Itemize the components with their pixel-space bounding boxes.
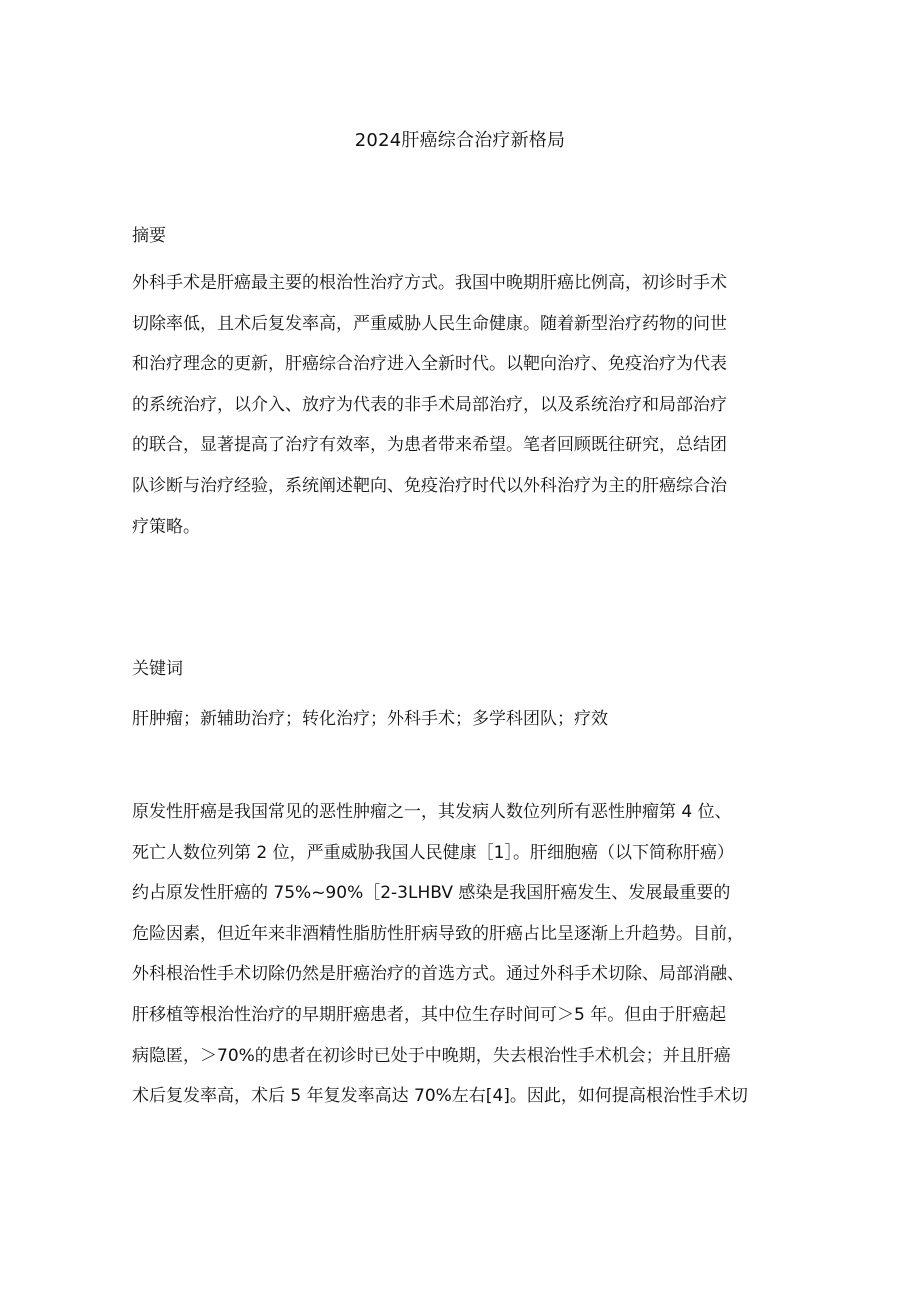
abstract-line: 疗策略。 [132,516,200,537]
keywords-text: 肝肿瘤；新辅助治疗；转化治疗；外科手术；多学科团队；疗效 [132,709,608,729]
abstract-line: 队诊断与治疗经验，系统阐述靶向、免疫治疗时代以外科治疗为主的肝癌综合治 [132,475,727,496]
body-line: 术后复发率高，术后 5 年复发率高达 70%左右[4]。因此，如何提高根治性手术切 [132,1086,748,1107]
abstract-line: 外科手术是肝癌最主要的根治性治疗方式。我国中晚期肝癌比例高，初诊时手术 [132,273,727,293]
abstract-paragraph [132,263,796,547]
body-line: 死亡人数位列第 2 位，严重威胁我国人民健康［1］。肝细胞癌（以下简称肝癌） [132,842,734,863]
abstract-line: 和治疗理念的更新，肝癌综合治疗进入全新时代。以靶向治疗、免疫治疗为代表 [132,354,727,375]
abstract-line: 的联合，显著提高了治疗有效率，为患者带来希望。笔者回顾既往研究，总结团 [132,435,727,456]
body-paragraph [132,792,796,1117]
body-line: 肝移植等根治性治疗的早期肝癌患者，其中位生存时间可＞5 年。但由于肝癌起 [132,1004,727,1025]
body-line: 原发性肝癌是我国常见的恶性肿瘤之一，其发病人数位列所有恶性肿瘤第 4 位、 [132,802,732,822]
body-line: 危险因素，但近年来非酒精性脂肪性肝病导致的肝癌占比呈逐渐上升趋势。目前， [132,923,744,944]
abstract-line: 切除率低，且术后复发率高，严重威胁人民生命健康。随着新型治疗药物的问世 [132,313,727,334]
body-line: 外科根治性手术切除仍然是肝癌治疗的首选方式。通过外科手术切除、局部消融、 [132,964,744,985]
document-title: 2024肝癌综合治疗新格局 [354,130,566,151]
body-line: 病隐匿，＞70%的患者在初诊时已处于中晚期，失去根治性手术机会；并且肝癌 [132,1045,731,1066]
abstract-heading: 摘要 [132,226,166,246]
keywords-heading: 关键词 [132,659,183,679]
body-line: 约占原发性肝癌的 75%~90%［2-3LHBV 感染是我国肝癌发生、发展最重要的 [132,883,731,904]
abstract-line: 的系统治疗，以介入、放疗为代表的非手术局部治疗，以及系统治疗和局部治疗 [132,394,727,415]
